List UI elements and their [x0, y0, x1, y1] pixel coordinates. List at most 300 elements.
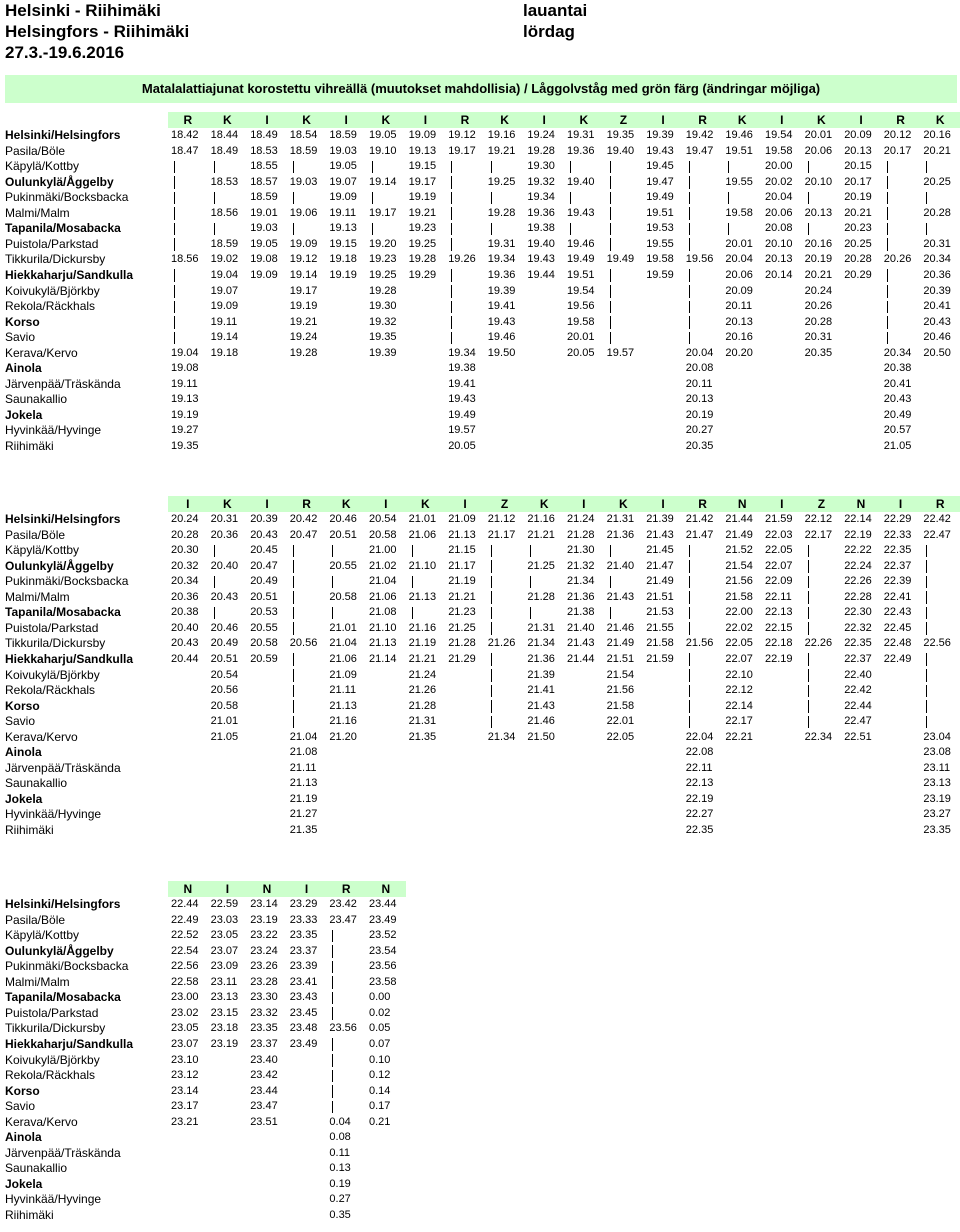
pass-through-marker	[689, 316, 690, 329]
pass-through-marker	[412, 576, 413, 589]
departure-time: 18.59	[329, 129, 357, 141]
departure-time: 18.44	[210, 129, 239, 141]
pass-through-marker	[451, 161, 452, 174]
pass-through-marker	[689, 607, 690, 620]
departure-time: 21.28	[408, 699, 437, 712]
departure-time: 19.09	[408, 129, 437, 141]
departure-time: 20.13	[844, 144, 872, 157]
pass-through-marker	[808, 653, 809, 666]
departure-time: 21.46	[527, 715, 555, 728]
departure-time: 20.31	[210, 513, 239, 525]
train-type-header: I	[463, 497, 467, 511]
departure-time: 20.51	[329, 528, 357, 541]
departure-time: 21.13	[369, 637, 397, 650]
station-name: Tapanila/Mosabacka	[5, 221, 121, 236]
departure-time: 21.28	[448, 637, 476, 650]
departure-time: 21.43	[606, 590, 635, 603]
pass-through-marker	[491, 161, 492, 174]
departure-time: 19.02	[210, 253, 239, 266]
departure-time: 23.28	[250, 975, 278, 988]
departure-time: 20.55	[329, 559, 357, 572]
pass-through-marker	[570, 192, 571, 205]
station-name: Puistola/Parkstad	[5, 620, 99, 635]
departure-time: 21.55	[646, 621, 674, 634]
departure-time: 22.24	[844, 559, 872, 572]
departure-time: 20.58	[210, 699, 239, 712]
departure-time: 21.32	[567, 559, 595, 572]
departure-time: 20.01	[567, 331, 595, 344]
departure-time: 20.54	[369, 513, 397, 525]
departure-time: 22.12	[725, 684, 753, 697]
departure-time: 22.13	[685, 777, 714, 790]
departure-time: 21.31	[527, 621, 555, 634]
station-name: Kerava/Kervo	[5, 1114, 78, 1129]
departure-time: 19.40	[527, 237, 555, 250]
station-name: Helsinki/Helsingfors	[5, 128, 121, 142]
station-name: Hyvinkää/Hyvinge	[5, 807, 102, 822]
pass-through-marker	[332, 1085, 333, 1098]
pass-through-marker	[293, 716, 294, 729]
departure-time: 21.29	[448, 652, 476, 665]
departure-time: 19.39	[646, 129, 674, 141]
departure-time: 18.49	[250, 129, 278, 141]
departure-time: 21.04	[369, 575, 397, 588]
departure-time: 22.42	[923, 513, 951, 525]
pass-through-marker	[887, 161, 888, 174]
departure-time: 19.03	[289, 175, 318, 188]
departure-time: 19.20	[369, 237, 397, 250]
train-type-header: I	[304, 882, 309, 896]
departure-time: 23.05	[210, 929, 239, 942]
departure-time: 20.32	[171, 559, 199, 572]
departure-time: 19.14	[289, 268, 318, 281]
departure-time: 21.26	[487, 637, 516, 650]
departure-time: 20.58	[250, 637, 278, 650]
departure-time: 23.10	[171, 1053, 199, 1066]
departure-time: 19.28	[487, 206, 516, 219]
pass-through-marker	[887, 316, 888, 329]
departure-time: 20.31	[804, 331, 833, 344]
departure-time: 22.58	[171, 975, 199, 988]
pass-through-marker	[293, 560, 294, 573]
pass-through-marker	[293, 685, 294, 698]
train-type-header: K	[817, 113, 826, 127]
departure-time: 23.19	[250, 913, 278, 926]
pass-through-marker	[293, 161, 294, 174]
pass-through-marker	[610, 176, 611, 189]
pass-through-marker	[610, 332, 611, 345]
departure-time: 0.04	[329, 1115, 351, 1128]
pass-through-marker	[570, 161, 571, 174]
departure-time: 20.00	[765, 160, 793, 173]
departure-time: 19.58	[765, 144, 793, 157]
departure-time: 19.42	[685, 129, 714, 141]
pass-through-marker	[689, 700, 690, 713]
departure-time: 20.09	[844, 129, 872, 141]
station-name: Helsinki/Helsingfors	[5, 512, 121, 526]
pass-through-marker	[926, 192, 927, 205]
departure-time: 21.10	[408, 559, 437, 572]
station-name: Käpylä/Kottby	[5, 159, 80, 174]
departure-time: 19.28	[408, 253, 437, 266]
station-name: Saunakallio	[5, 1161, 68, 1176]
departure-time: 19.31	[567, 129, 595, 141]
pass-through-marker	[293, 669, 294, 682]
departure-time: 22.21	[725, 730, 753, 743]
departure-time: 22.41	[883, 590, 912, 603]
departure-time: 21.13	[408, 590, 437, 603]
departure-time: 21.23	[448, 606, 476, 619]
departure-time: 23.42	[329, 898, 357, 910]
pass-through-marker	[808, 192, 809, 205]
departure-time: 21.39	[646, 513, 674, 525]
departure-time: 23.09	[210, 960, 239, 973]
station-name: Oulunkylä/Åggelby	[5, 943, 114, 958]
pass-through-marker	[689, 716, 690, 729]
departure-time: 20.49	[210, 637, 239, 650]
pass-through-marker	[332, 1038, 333, 1051]
departure-time: 19.53	[646, 222, 674, 235]
pass-through-marker	[332, 545, 333, 558]
departure-time: 21.43	[646, 528, 674, 541]
pass-through-marker	[689, 285, 690, 298]
departure-time: 21.49	[646, 575, 674, 588]
departure-time: 19.09	[250, 268, 278, 281]
departure-time: 23.04	[923, 730, 951, 743]
departure-time: 23.35	[289, 929, 318, 942]
departure-time: 22.05	[725, 637, 753, 650]
pass-through-marker	[491, 685, 492, 698]
departure-time: 23.27	[923, 808, 951, 821]
departure-time: 20.28	[804, 315, 833, 328]
departure-time: 22.26	[804, 637, 833, 650]
train-type-header: I	[780, 497, 784, 511]
departure-time: 20.26	[804, 300, 833, 313]
pass-through-marker	[610, 607, 611, 620]
train-type-header: I	[384, 497, 388, 511]
departure-time: 20.56	[289, 637, 318, 650]
pass-through-marker	[451, 301, 452, 314]
departure-time: 21.34	[567, 575, 595, 588]
departure-time: 21.30	[567, 544, 595, 557]
departure-time: 20.54	[210, 668, 239, 681]
departure-time: 21.59	[646, 652, 674, 665]
departure-time: 21.16	[527, 513, 555, 525]
departure-time: 21.09	[329, 668, 357, 681]
station-name: Rekola/Räckhals	[5, 299, 96, 314]
departure-time: 18.57	[250, 175, 278, 188]
departure-time: 21.20	[329, 730, 357, 743]
departure-time: 19.43	[487, 315, 516, 328]
departure-time: 19.07	[329, 175, 357, 188]
departure-time: 21.54	[725, 559, 753, 572]
departure-time: 20.57	[883, 424, 912, 437]
departure-time: 20.26	[883, 253, 912, 266]
departure-time: 20.35	[685, 440, 714, 452]
departure-time: 19.30	[527, 160, 555, 173]
pass-through-marker	[926, 622, 927, 635]
departure-time: 20.58	[329, 590, 357, 603]
departure-time: 21.06	[408, 528, 437, 541]
departure-time: 23.17	[171, 1100, 199, 1113]
departure-time: 19.03	[329, 144, 357, 157]
departure-time: 19.27	[171, 424, 199, 437]
departure-time: 21.58	[725, 590, 753, 603]
departure-time: 21.59	[765, 513, 793, 525]
station-name: Jokela	[5, 407, 43, 422]
station-name: Puistola/Parkstad	[5, 1005, 99, 1020]
station-name: Savio	[5, 714, 36, 729]
departure-time: 20.46	[329, 513, 357, 525]
departure-time: 19.24	[289, 331, 318, 344]
departure-time: 19.15	[408, 160, 437, 173]
departure-time: 20.08	[765, 222, 793, 235]
departure-time: 19.21	[289, 315, 318, 328]
departure-time: 19.28	[369, 284, 397, 297]
pass-through-marker	[491, 653, 492, 666]
departure-time: 20.16	[804, 237, 833, 250]
departure-time: 21.54	[606, 668, 635, 681]
departure-time: 20.39	[250, 513, 278, 525]
departure-time: 20.44	[171, 652, 199, 665]
departure-time: 20.05	[448, 440, 476, 452]
departure-time: 19.17	[448, 144, 476, 157]
departure-time: 19.18	[210, 346, 239, 359]
departure-time: 19.09	[329, 191, 357, 204]
departure-time: 20.43	[210, 590, 239, 603]
pass-through-marker	[689, 653, 690, 666]
departure-time: 21.56	[606, 684, 635, 697]
departure-time: 22.10	[725, 668, 753, 681]
departure-time: 21.35	[289, 824, 318, 836]
departure-time: 19.55	[725, 175, 753, 188]
departure-time: 21.02	[369, 559, 397, 572]
departure-time: 20.20	[725, 346, 753, 359]
train-type-header: N	[856, 497, 866, 511]
station-name: Pukinmäki/Bocksbacka	[5, 959, 129, 974]
departure-time: 20.13	[804, 206, 833, 219]
departure-time: 20.38	[883, 362, 912, 375]
train-type-header: I	[780, 113, 784, 127]
pass-through-marker	[926, 653, 927, 666]
departure-time: 23.14	[171, 1084, 199, 1097]
departure-time: 20.13	[725, 315, 753, 328]
departure-time: 19.39	[487, 284, 516, 297]
pass-through-marker	[808, 669, 809, 682]
departure-time: 20.06	[804, 144, 833, 157]
departure-time: 20.53	[250, 606, 278, 619]
station-name: Pukinmäki/Bocksbacka	[5, 574, 129, 589]
station-name: Rekola/Räckhals	[5, 1068, 96, 1083]
departure-time: 21.16	[329, 715, 357, 728]
pass-through-marker	[174, 316, 175, 329]
departure-time: 23.58	[369, 975, 397, 988]
departure-time: 19.36	[527, 206, 555, 219]
departure-time: 18.47	[171, 144, 199, 157]
departure-time: 19.17	[289, 284, 318, 297]
train-type-header: I	[582, 497, 586, 511]
departure-time: 19.40	[567, 175, 595, 188]
train-type-header: I	[423, 113, 428, 127]
pass-through-marker	[451, 316, 452, 329]
departure-time: 20.04	[685, 346, 714, 359]
station-name: Saunakallio	[5, 392, 68, 407]
departure-time: 22.44	[844, 699, 872, 712]
departure-time: 21.13	[448, 528, 476, 541]
departure-time: 23.45	[289, 1006, 318, 1019]
pass-through-marker	[332, 930, 333, 943]
departure-time: 22.42	[844, 684, 872, 697]
departure-time: 19.59	[646, 268, 674, 281]
station-name: Pasila/Böle	[5, 143, 66, 158]
pass-through-marker	[174, 269, 175, 282]
departure-time: 19.51	[567, 268, 595, 281]
departure-time: 19.11	[329, 206, 357, 219]
station-name: Ainola	[5, 745, 42, 760]
departure-time: 22.33	[883, 528, 912, 541]
departure-time: 19.43	[527, 253, 555, 266]
train-type-header: I	[542, 113, 546, 127]
departure-time: 0.02	[369, 1006, 391, 1019]
departure-time: 20.34	[883, 346, 912, 359]
departure-time: 19.55	[646, 237, 674, 250]
pass-through-marker	[926, 545, 927, 558]
departure-time: 20.28	[844, 253, 872, 266]
departure-time: 22.13	[765, 606, 793, 619]
departure-time: 20.01	[804, 129, 833, 141]
departure-time: 18.59	[250, 191, 278, 204]
departure-time: 21.17	[448, 559, 476, 572]
pass-through-marker	[491, 223, 492, 236]
pass-through-marker	[926, 716, 927, 729]
pass-through-marker	[689, 238, 690, 251]
pass-through-marker	[610, 161, 611, 174]
departure-time: 21.49	[725, 528, 753, 541]
departure-time: 23.15	[210, 1006, 239, 1019]
train-type-header: Z	[619, 113, 628, 127]
train-type-header: N	[381, 882, 391, 896]
pass-through-marker	[332, 576, 333, 589]
station-name: Hiekkaharju/Sandkulla	[5, 267, 134, 282]
departure-time: 20.11	[725, 300, 753, 313]
pass-through-marker	[174, 192, 175, 205]
departure-time: 19.36	[487, 268, 516, 281]
departure-time: 19.06	[289, 206, 318, 219]
departure-time: 21.40	[606, 559, 635, 572]
pass-through-marker	[689, 161, 690, 174]
departure-time: 19.13	[171, 393, 199, 406]
departure-time: 20.30	[171, 544, 199, 557]
departure-time: 19.50	[487, 346, 516, 359]
departure-time: 20.58	[369, 528, 397, 541]
pass-through-marker	[451, 269, 452, 282]
pass-through-marker	[926, 700, 927, 713]
pass-through-marker	[530, 607, 531, 620]
departure-time: 0.08	[329, 1131, 351, 1144]
station-name: Ainola	[5, 361, 42, 376]
departure-time: 22.19	[844, 528, 872, 541]
departure-time: 21.00	[369, 544, 397, 557]
departure-time: 20.09	[725, 284, 753, 297]
departure-time: 19.24	[527, 129, 555, 141]
pass-through-marker	[174, 207, 175, 220]
departure-time: 23.35	[923, 824, 951, 836]
departure-time: 20.34	[171, 575, 199, 588]
departure-time: 20.56	[210, 684, 239, 697]
departure-time: 19.23	[369, 253, 397, 266]
departure-time: 20.17	[844, 175, 872, 188]
departure-time: 22.56	[923, 637, 951, 650]
day-sv: lördag	[523, 22, 575, 41]
pass-through-marker	[808, 622, 809, 635]
pass-through-marker	[887, 192, 888, 205]
departure-time: 20.46	[210, 621, 239, 634]
pass-through-marker	[491, 716, 492, 729]
pass-through-marker	[174, 285, 175, 298]
departure-time: 20.46	[923, 331, 951, 344]
departure-time: 20.19	[685, 408, 714, 421]
pass-through-marker	[808, 576, 809, 589]
departure-time: 19.46	[567, 237, 595, 250]
station-name: Kerava/Kervo	[5, 729, 78, 744]
train-type-header: K	[619, 497, 628, 511]
departure-time: 21.47	[646, 559, 674, 572]
departure-time: 22.35	[844, 637, 872, 650]
departure-time: 20.59	[250, 652, 278, 665]
pass-through-marker	[293, 607, 294, 620]
departure-time: 21.36	[527, 652, 555, 665]
pass-through-marker	[926, 669, 927, 682]
departure-time: 23.21	[171, 1115, 199, 1128]
departure-time: 21.27	[289, 808, 318, 821]
pass-through-marker	[610, 545, 611, 558]
departure-time: 19.47	[646, 175, 674, 188]
pass-through-marker	[372, 161, 373, 174]
departure-time: 22.14	[725, 699, 753, 712]
station-name: Korso	[5, 1083, 40, 1098]
pass-through-marker	[451, 285, 452, 298]
departure-time: 20.40	[171, 621, 199, 634]
departure-time: 19.29	[408, 268, 437, 281]
departure-time: 22.12	[804, 513, 833, 525]
pass-through-marker	[610, 301, 611, 314]
departure-time: 22.14	[844, 513, 872, 525]
departure-time: 21.44	[725, 513, 753, 525]
departure-time: 21.11	[329, 684, 357, 697]
departure-time: 21.01	[408, 513, 437, 525]
pass-through-marker	[451, 238, 452, 251]
train-type-header: R	[183, 113, 193, 127]
departure-time: 20.40	[210, 559, 239, 572]
departure-time: 20.43	[250, 528, 278, 541]
departure-time: 21.11	[289, 761, 317, 774]
departure-time: 21.26	[408, 684, 437, 697]
pass-through-marker	[174, 161, 175, 174]
departure-time: 19.03	[250, 222, 278, 235]
departure-time: 19.54	[567, 284, 595, 297]
station-name: Tapanila/Mosabacka	[5, 990, 121, 1005]
pass-through-marker	[808, 161, 809, 174]
departure-time: 21.51	[646, 590, 674, 603]
pass-through-marker	[491, 545, 492, 558]
pass-through-marker	[451, 207, 452, 220]
departure-time: 18.59	[210, 237, 239, 250]
departure-time: 20.19	[844, 191, 872, 204]
station-name: Tikkurila/Dickursby	[5, 1021, 106, 1036]
departure-time: 22.47	[844, 715, 872, 728]
departure-time: 18.49	[210, 144, 239, 157]
station-name: Korso	[5, 698, 40, 713]
